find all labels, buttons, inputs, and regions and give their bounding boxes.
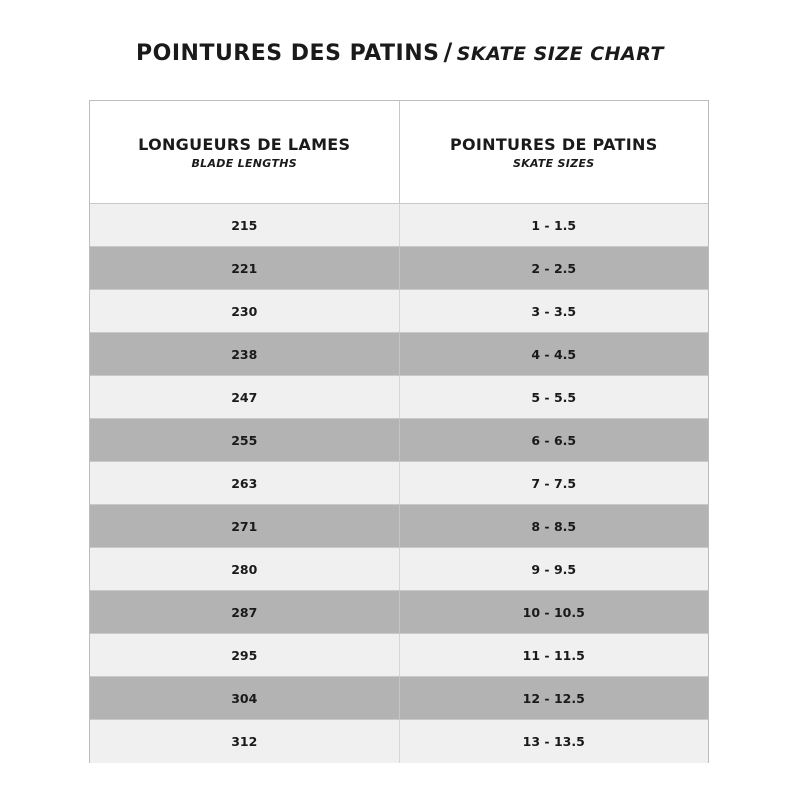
table-row: [90, 634, 708, 677]
table-row: [90, 333, 708, 376]
skate-size-cell: 9 - 9.5: [399, 548, 709, 590]
table-row: [90, 548, 708, 591]
table-row: [90, 419, 708, 462]
blade-length-cell: 287: [231, 604, 258, 620]
skate-size-cell: 6 - 6.5: [399, 419, 709, 461]
skate-size-cell: 5 - 5.5: [399, 376, 709, 418]
header-sub-label: BLADE LENGTHS: [191, 156, 297, 170]
table-row: [90, 290, 708, 333]
table-row: [90, 677, 708, 720]
blade-length-cell: 215: [231, 217, 258, 233]
blade-length-cell: 230: [231, 303, 258, 319]
table-row: [90, 204, 708, 247]
skate-size-cell: 1 - 1.5: [399, 204, 709, 246]
skate-size-cell: 11 - 11.5: [399, 634, 709, 676]
skate-size-cell: 2 - 2.5: [399, 247, 709, 289]
blade-length-cell: 295: [231, 647, 258, 663]
skate-size-cell: 4 - 4.5: [399, 333, 709, 375]
table-row: [90, 462, 708, 505]
table-row: [90, 720, 708, 763]
table-header: [90, 101, 708, 204]
skate-size-cell: 10 - 10.5: [399, 591, 709, 633]
blade-length-cell: 247: [231, 389, 258, 405]
table-row: [90, 247, 708, 290]
blade-length-cell: 304: [231, 690, 258, 706]
blade-length-cell: 255: [231, 432, 258, 448]
title-french: POINTURES DES PATINS: [136, 41, 440, 66]
skate-size-cell: 8 - 8.5: [399, 505, 709, 547]
skate-size-cell: 7 - 7.5: [399, 462, 709, 504]
blade-length-cell: 280: [231, 561, 258, 577]
blade-length-cell: 312: [231, 734, 258, 749]
page-title: [0, 38, 800, 66]
header-sub-label: SKATE SIZES: [513, 156, 595, 170]
title-separator: /: [443, 38, 453, 66]
blade-length-cell: 263: [231, 475, 258, 491]
blade-length-cell: 238: [231, 346, 258, 362]
table-row: [90, 376, 708, 419]
header-main-label: LONGUEURS DE LAMES: [138, 134, 351, 154]
header-blade-lengths: [90, 101, 399, 203]
table-row: [90, 591, 708, 634]
blade-length-cell: 271: [231, 518, 258, 534]
header-skate-sizes: [399, 101, 709, 203]
skate-size-cell: 3 - 3.5: [399, 290, 709, 332]
table-row: [90, 505, 708, 548]
skate-size-cell: 13 - 13.5: [399, 720, 709, 763]
skate-size-cell: 12 - 12.5: [399, 677, 709, 719]
size-chart-table: [89, 100, 709, 763]
title-english: SKATE SIZE CHART: [456, 43, 664, 65]
blade-length-cell: 221: [231, 260, 258, 276]
table-body: [90, 204, 708, 763]
header-main-label: POINTURES DE PATINS: [449, 134, 658, 154]
